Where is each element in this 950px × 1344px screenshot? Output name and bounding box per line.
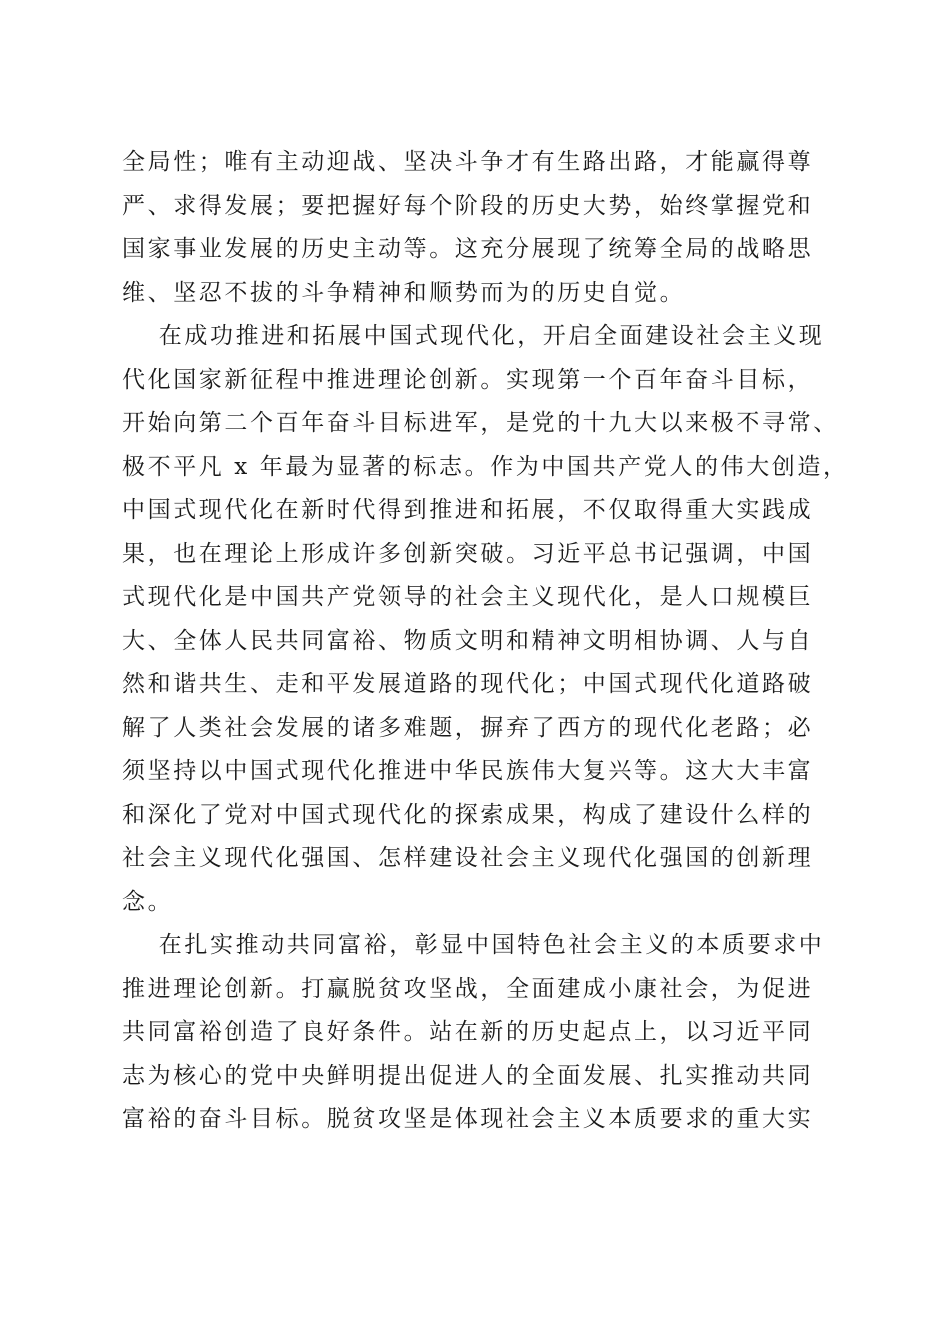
paragraph-line: 须坚持以中国式现代化推进中华民族伟大复兴等。这大大丰富 [122,758,814,784]
paragraph-line: 果，也在理论上形成许多创新突破。习近平总书记强调，中国 [122,540,814,567]
paragraph-line: 大、全体人民共同富裕、物质文明和精神文明相协调、人与自 [122,627,814,654]
paragraph-line: 社会主义现代化强国、怎样建设社会主义现代化强国的创新理 [122,845,814,871]
paragraph-line: 开始向第二个百年奋斗目标进军，是党的十九大以来极不寻常、 [122,410,839,436]
paragraph-line: 式现代化是中国共产党领导的社会主义现代化，是人口规模巨 [122,584,814,610]
paragraph-line: 代化国家新征程中推进理论创新。实现第一个百年奋斗目标， [122,366,814,393]
paragraph-line: 然和谐共生、走和平发展道路的现代化；中国式现代化道路破 [122,671,814,697]
paragraph-line: 志为核心的党中央鲜明提出促进人的全面发展、扎实推动共同 [122,1062,814,1089]
paragraph-1 [122,141,832,315]
paragraph-line: 推进理论创新。打赢脱贫攻坚战，全面建成小康社会，为促进 [122,975,814,1002]
paragraph-line: 极不平凡 x 年最为显著的标志。作为中国共产党人的伟大创造， [122,453,849,480]
paragraph-2 [122,315,849,924]
paragraph-line: 念。 [122,888,174,915]
paragraph-line: 共同富裕创造了良好条件。站在新的历史起点上，以习近平同 [122,1019,814,1045]
paragraph-line: 在成功推进和拓展中国式现代化，开启全面建设社会主义现 [158,323,825,349]
paragraph-line: 富裕的奋斗目标。脱贫攻坚是体现社会主义本质要求的重大实 [122,1106,814,1132]
paragraph-3 [122,924,832,1142]
paragraph-line: 解了人类社会发展的诸多难题，摒弃了西方的现代化老路；必 [122,714,814,741]
document-body [122,141,849,1142]
paragraph-line: 在扎实推动共同富裕，彰显中国特色社会主义的本质要求中 [158,932,825,958]
paragraph-line: 中国式现代化在新时代得到推进和拓展，不仅取得重大实践成 [122,497,814,523]
paragraph-line: 维、坚忍不拔的斗争精神和顺势而为的历史自觉。 [122,279,686,306]
paragraph-line: 和深化了党对中国式现代化的探索成果，构成了建设什么样的 [122,801,814,828]
paragraph-line: 国家事业发展的历史主动等。这充分展现了统筹全局的战略思 [122,236,814,262]
paragraph-line: 全局性；唯有主动迎战、坚决斗争才有生路出路，才能赢得尊 [122,149,814,175]
paragraph-line: 严、求得发展；要把握好每个阶段的历史大势，始终掌握党和 [122,192,814,219]
